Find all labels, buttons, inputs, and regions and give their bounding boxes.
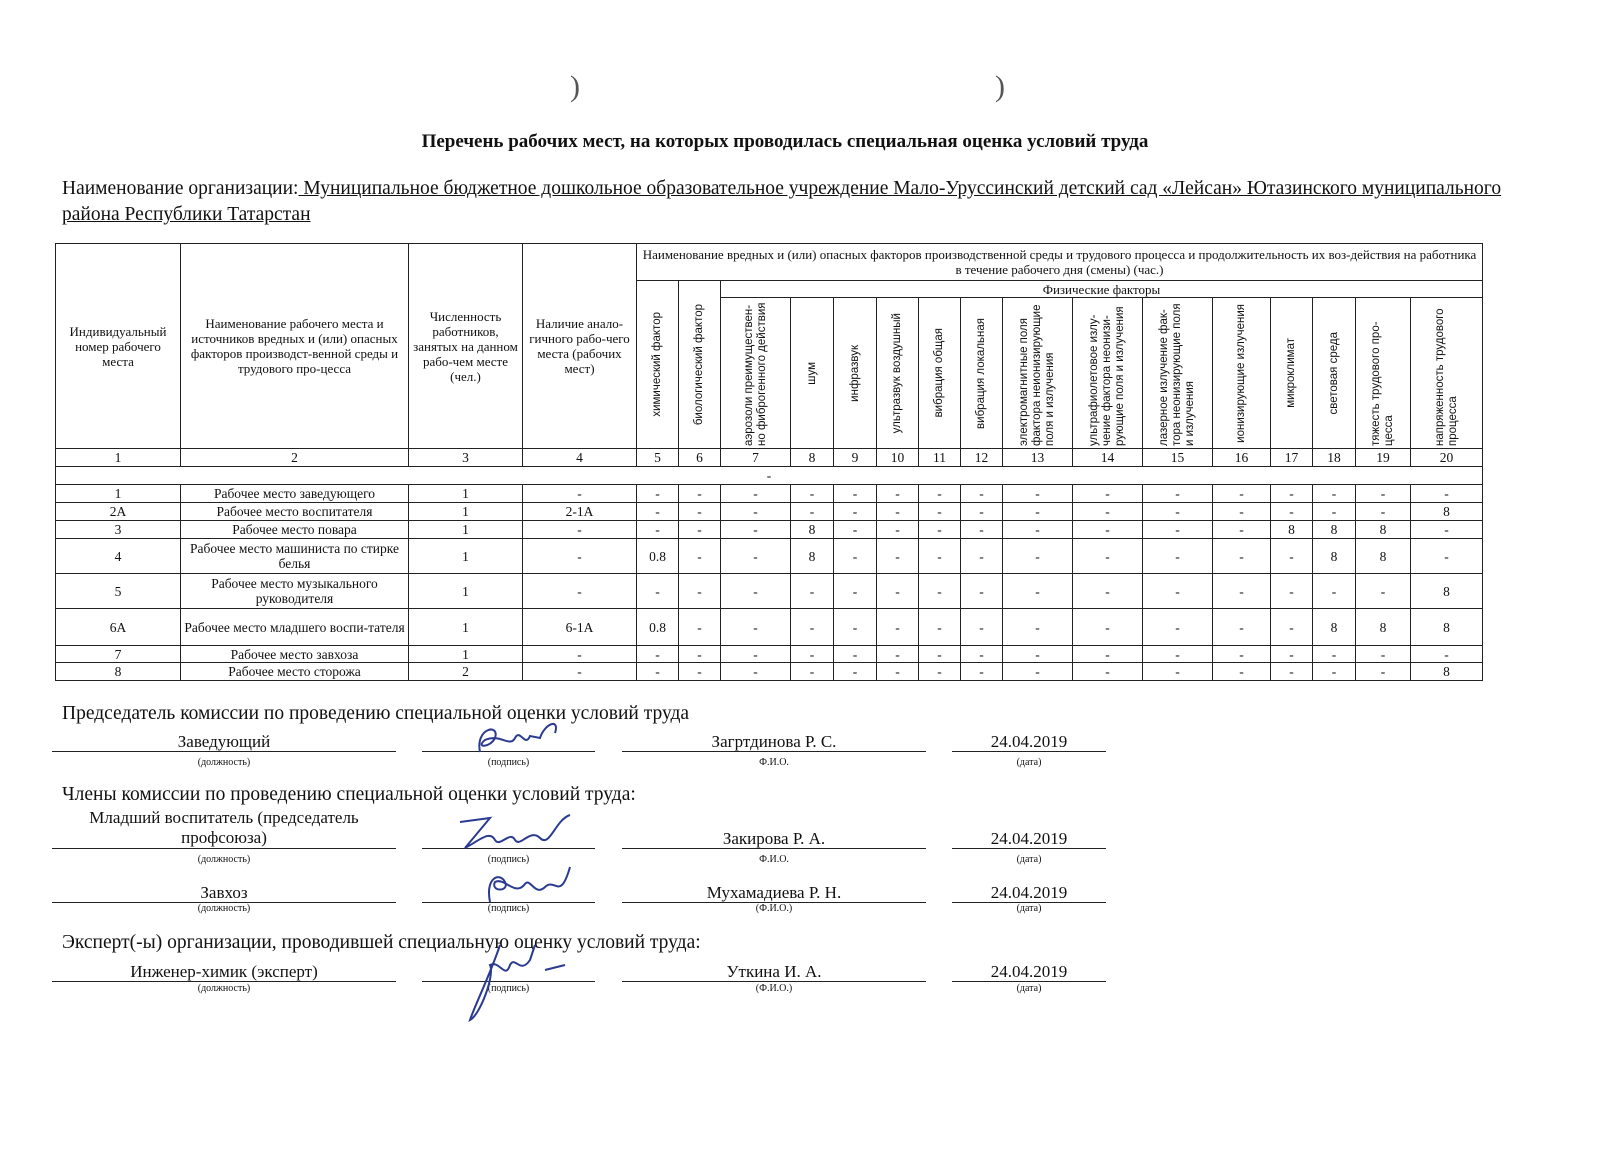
table-cell: - [1213, 521, 1271, 539]
table-cell: - [877, 503, 919, 521]
table-cell: - [679, 485, 721, 503]
table-cell: 0.8 [637, 609, 679, 646]
table-cell: 1 [409, 574, 523, 609]
table-cell: - [961, 539, 1003, 574]
workplace-name: Рабочее место заведующего [181, 485, 409, 503]
table-cell: - [523, 485, 637, 503]
table-cell: - [1356, 485, 1411, 503]
table-cell: 8 [791, 539, 834, 574]
header-factor [1003, 298, 1073, 449]
table-cell: - [721, 521, 791, 539]
table-cell: - [1213, 574, 1271, 609]
column-number: 3 [409, 449, 523, 467]
workplace-number: 4 [56, 539, 181, 574]
workplace-number: 2А [56, 503, 181, 521]
member-2-name: Мухамадиева Р. Н. [622, 884, 926, 903]
table-cell: 2-1А [523, 503, 637, 521]
table-cell: - [961, 503, 1003, 521]
table-cell: - [877, 574, 919, 609]
header-factor-label: световая среда [1327, 331, 1340, 415]
table-cell: - [1213, 539, 1271, 574]
table-row [56, 521, 1483, 539]
table-cell: - [637, 485, 679, 503]
table-cell: - [1143, 663, 1213, 681]
table-cell: - [1073, 539, 1143, 574]
table-row [56, 539, 1483, 574]
table-cell: - [961, 574, 1003, 609]
table-cell: - [1003, 663, 1073, 681]
header-factor [919, 298, 961, 449]
header-factor-label: ионизирующие излучения [1235, 303, 1247, 443]
table-cell: 8 [1411, 663, 1483, 681]
table-cell: - [1003, 485, 1073, 503]
caption-fio: Ф.И.О. [759, 854, 789, 865]
table-cell: - [721, 663, 791, 681]
table-cell: 1 [409, 485, 523, 503]
workplace-number: 6А [56, 609, 181, 646]
caption-signature: (подпись) [487, 903, 530, 914]
table-row [56, 663, 1483, 681]
chairman-heading: Председатель комиссии по проведению специальной оценки условий труда [62, 703, 690, 724]
table-cell: 1 [409, 521, 523, 539]
caption-signature: (подпись) [487, 854, 530, 865]
header-factor [834, 298, 877, 449]
table-cell: - [637, 663, 679, 681]
table-cell: - [834, 574, 877, 609]
table-cell: - [919, 539, 961, 574]
header-factor [721, 298, 791, 449]
header-factor [1143, 298, 1213, 449]
header-factor [1073, 298, 1143, 449]
table-cell: 8 [1356, 521, 1411, 539]
table-cell: - [877, 521, 919, 539]
table-cell: - [637, 574, 679, 609]
table-cell: - [679, 663, 721, 681]
table-cell: - [834, 521, 877, 539]
member-2-position: Завхоз [52, 884, 396, 903]
table-cell: 1 [409, 503, 523, 521]
caption-position: (должность) [197, 854, 251, 865]
table-cell: 8 [1313, 539, 1356, 574]
organization-label: Наименование организации: [62, 178, 299, 199]
section-row: - [56, 467, 1483, 485]
expert-position: Инженер-химик (эксперт) [52, 963, 396, 982]
expert-name: Уткина И. А. [622, 963, 926, 982]
column-number: 20 [1411, 449, 1483, 467]
table-cell: - [721, 503, 791, 521]
table-cell: 8 [1313, 521, 1356, 539]
member-1-signature [450, 810, 590, 855]
column-number: 18 [1313, 449, 1356, 467]
header-factor-label: электромагнитные поля фактора неионизирующие поля и излучения [1018, 304, 1056, 446]
caption-signature: (подпись) [487, 757, 530, 768]
column-number: 2 [181, 449, 409, 467]
table-cell: 8 [791, 521, 834, 539]
table-cell: - [679, 503, 721, 521]
table-cell: 8 [1271, 521, 1313, 539]
caption-date: (дата) [1016, 903, 1042, 914]
table-cell: - [523, 663, 637, 681]
table-cell: - [834, 646, 877, 663]
chairman-date: 24.04.2019 [952, 733, 1106, 752]
header-factor-label: вибрация общая [933, 328, 945, 418]
table-cell: - [791, 503, 834, 521]
table-cell: - [679, 521, 721, 539]
table-cell: - [1213, 485, 1271, 503]
table-cell: - [1411, 646, 1483, 663]
member-1-position: Младший воспитатель (председатель профсоюза) [52, 808, 396, 849]
header-factor [679, 281, 721, 449]
table-row [56, 503, 1483, 521]
header-factor [791, 298, 834, 449]
organization [62, 176, 1522, 228]
table-cell: - [1271, 485, 1313, 503]
workplace-number: 1 [56, 485, 181, 503]
table-cell: - [637, 646, 679, 663]
table-cell: - [1073, 609, 1143, 646]
table-cell: - [1313, 574, 1356, 609]
chairman-name: Загртдинова Р. С. [622, 733, 926, 752]
workplace-number: 7 [56, 646, 181, 663]
table-cell: - [1411, 539, 1483, 574]
header-analog-workplace: Наличие анало-гичного рабо-чего места (рабочих мест) [523, 244, 637, 449]
chairman-signature [470, 718, 570, 758]
table-cell: - [721, 646, 791, 663]
table-cell: - [961, 521, 1003, 539]
members-heading: Члены комиссии по проведению специальной оценки условий труда: [62, 784, 636, 805]
table-cell: - [1356, 503, 1411, 521]
table-cell: - [919, 646, 961, 663]
caption-date: (дата) [1016, 854, 1042, 865]
table-cell: - [1411, 485, 1483, 503]
column-number: 5 [637, 449, 679, 467]
table-cell: - [1313, 485, 1356, 503]
member-2-date: 24.04.2019 [952, 884, 1106, 903]
column-number: 12 [961, 449, 1003, 467]
expert-heading: Эксперт(-ы) организации, проводившей специальную оценку условий труда: [62, 932, 701, 953]
caption-date: (дата) [1016, 757, 1042, 768]
table-row [56, 485, 1483, 503]
column-number: 16 [1213, 449, 1271, 467]
workplace-number: 3 [56, 521, 181, 539]
table-cell: 8 [1356, 539, 1411, 574]
expert-signature [460, 935, 590, 1030]
table-cell: - [1213, 609, 1271, 646]
table-cell: - [1073, 646, 1143, 663]
header-factor-label: химический фактор [651, 312, 663, 417]
column-number: 4 [523, 449, 637, 467]
table-cell: - [919, 574, 961, 609]
table-cell: 1 [409, 646, 523, 663]
column-number: 13 [1003, 449, 1073, 467]
table-cell: - [791, 646, 834, 663]
scan-mark: ) [570, 70, 580, 103]
table-cell: - [1003, 521, 1073, 539]
caption-position: (должность) [197, 757, 251, 768]
table-cell: - [1003, 646, 1073, 663]
table-cell: 8 [1313, 609, 1356, 646]
table-cell: - [679, 609, 721, 646]
column-number: 15 [1143, 449, 1213, 467]
header-factor-label: вибрация локальная [975, 317, 987, 429]
table-cell: - [1073, 574, 1143, 609]
column-number: 9 [834, 449, 877, 467]
table-cell: - [1213, 646, 1271, 663]
table-cell: - [637, 521, 679, 539]
table-cell: - [1143, 609, 1213, 646]
chairman-position: Заведующий [52, 733, 396, 752]
caption-date: (дата) [1016, 983, 1042, 994]
table-cell: - [1356, 574, 1411, 609]
header-factor-label: тяжесть трудового про-цесса [1370, 321, 1395, 446]
table-cell: - [834, 609, 877, 646]
table-cell: 8 [1356, 609, 1411, 646]
header-factor-label: ультразвук воздушный [891, 312, 903, 434]
table-cell: - [721, 574, 791, 609]
table-cell: - [834, 503, 877, 521]
member-1-date: 24.04.2019 [952, 830, 1106, 849]
caption-fio: (Ф.И.О.) [755, 903, 793, 914]
table-cell: - [1411, 521, 1483, 539]
table-cell: - [1073, 663, 1143, 681]
workplace-name: Рабочее место завхоза [181, 646, 409, 663]
caption-signature: (подпись) [487, 983, 530, 994]
table-cell: - [1003, 539, 1073, 574]
member-1-name: Закирова Р. А. [622, 830, 926, 849]
header-factor-label: аэрозоли преимуществен-но фиброгенного действия [742, 302, 768, 446]
table-cell: - [1271, 646, 1313, 663]
table-cell: - [791, 485, 834, 503]
table-cell: - [1356, 663, 1411, 681]
column-number: 14 [1073, 449, 1143, 467]
header-factor-label: микроклимат [1285, 338, 1297, 408]
table-cell: - [523, 574, 637, 609]
table-cell: - [877, 663, 919, 681]
workplace-name: Рабочее место младшего воспи-тателя [181, 609, 409, 646]
table-cell: - [1003, 574, 1073, 609]
caption-position: (должность) [197, 983, 251, 994]
header-factor [1313, 298, 1356, 449]
caption-fio: Ф.И.О. [759, 757, 789, 768]
header-factor-label: биологический фактор [693, 303, 705, 426]
workplace-name: Рабочее место сторожа [181, 663, 409, 681]
table-row [56, 646, 1483, 663]
table-cell: - [679, 574, 721, 609]
table-cell: - [877, 539, 919, 574]
table-cell: - [1271, 663, 1313, 681]
table-cell: - [791, 663, 834, 681]
column-number: 6 [679, 449, 721, 467]
table-cell: 8 [1411, 574, 1483, 609]
header-factor-label: шум [805, 361, 818, 385]
column-number: 7 [721, 449, 791, 467]
table-cell: - [961, 646, 1003, 663]
caption-fio: (Ф.И.О.) [755, 983, 793, 994]
table-cell: - [637, 503, 679, 521]
table-cell: - [1143, 574, 1213, 609]
header-employee-count: Численность работников, занятых на данном рабо-чем месте (чел.) [409, 244, 523, 449]
header-factor-label: напряженность трудового процесса [1433, 308, 1459, 446]
table-cell: - [1271, 609, 1313, 646]
table-cell: - [834, 663, 877, 681]
column-number: 10 [877, 449, 919, 467]
table-cell: - [721, 539, 791, 574]
workplace-number: 5 [56, 574, 181, 609]
header-factor [961, 298, 1003, 449]
table-cell: - [961, 485, 1003, 503]
table-cell: - [523, 646, 637, 663]
table-cell: - [523, 521, 637, 539]
table-cell: - [721, 609, 791, 646]
workplace-name: Рабочее место воспитателя [181, 503, 409, 521]
table-cell: - [919, 609, 961, 646]
table-cell: 1 [409, 539, 523, 574]
table-cell: - [1073, 521, 1143, 539]
column-number: 19 [1356, 449, 1411, 467]
header-physical-factors: Физические факторы [721, 281, 1483, 298]
table-cell: - [919, 663, 961, 681]
table-cell: - [919, 485, 961, 503]
table-cell: - [1213, 663, 1271, 681]
header-factor [877, 298, 919, 449]
table-cell: - [721, 485, 791, 503]
table-cell: - [1313, 663, 1356, 681]
header-factor [1271, 298, 1313, 449]
table-cell: - [1213, 503, 1271, 521]
scan-mark: ) [995, 70, 1005, 103]
table-cell: - [1143, 485, 1213, 503]
table-cell: - [1271, 574, 1313, 609]
table-cell: - [1073, 485, 1143, 503]
header-factor-label: инфразвук [848, 344, 861, 402]
header-factor-label: лазерное излучение фак-тора неонизирующие поля и излучения [1158, 303, 1196, 446]
member-2-signature [475, 862, 585, 910]
table-cell: - [919, 521, 961, 539]
table-cell: - [679, 539, 721, 574]
table-cell: - [877, 646, 919, 663]
header-factor [637, 281, 679, 449]
table-cell: - [919, 503, 961, 521]
header-factor [1356, 298, 1411, 449]
table-cell: 8 [1411, 609, 1483, 646]
table-cell: - [1143, 646, 1213, 663]
table-cell: - [834, 485, 877, 503]
header-workplace-name: Наименование рабочего места и источников вредных и (или) опасных факторов производст-венной среды и трудового про-цесса [181, 244, 409, 449]
workplaces-table [55, 243, 1483, 681]
table-cell: - [961, 663, 1003, 681]
table-cell: - [1003, 503, 1073, 521]
caption-position: (должность) [197, 903, 251, 914]
table-row [56, 609, 1483, 646]
table-cell: 8 [1411, 503, 1483, 521]
table-cell: 1 [409, 609, 523, 646]
page-title: Перечень рабочих мест, на которых проводилась специальная оценка условий труда [421, 131, 1149, 152]
table-cell: - [1143, 539, 1213, 574]
table-row [56, 574, 1483, 609]
expert-date: 24.04.2019 [952, 963, 1106, 982]
header-factor-label: ультрафиолетовое излу-чение фактора неонизи-рующие поля и излучения [1088, 306, 1126, 446]
table-cell: - [961, 609, 1003, 646]
table-cell: - [877, 485, 919, 503]
table-cell: 6-1А [523, 609, 637, 646]
table-cell: - [1271, 539, 1313, 574]
table-cell: - [791, 609, 834, 646]
table-cell: - [1143, 503, 1213, 521]
header-factors-group: Наименование вредных и (или) опасных факторов производственной среды и трудового процесса и продолжительность их воз-действия на работника в течение рабочего дня (смены) (час.) [637, 244, 1483, 281]
column-number: 17 [1271, 449, 1313, 467]
header-factor [1411, 298, 1483, 449]
workplace-name: Рабочее место повара [181, 521, 409, 539]
table-cell: - [1073, 503, 1143, 521]
workplace-name: Рабочее место машиниста по стирке белья [181, 539, 409, 574]
table-cell: - [523, 539, 637, 574]
table-cell: - [1143, 521, 1213, 539]
table-cell: 2 [409, 663, 523, 681]
column-number: 1 [56, 449, 181, 467]
table-cell: - [1313, 503, 1356, 521]
table-cell: - [679, 646, 721, 663]
table-cell: - [791, 574, 834, 609]
table-cell: - [834, 539, 877, 574]
header-workplace-number: Индивидуальный номер рабочего места [56, 244, 181, 449]
column-number: 11 [919, 449, 961, 467]
workplace-name: Рабочее место музыкального руководителя [181, 574, 409, 609]
table-cell: - [1313, 646, 1356, 663]
organization-name: Муниципальное бюджетное дошкольное образовательное учреждение Мало-Уруссинский детский сад «Лейсан» Ютазинского муниципального района Республики Татарстан [62, 178, 1502, 225]
header-factor [1213, 298, 1271, 449]
workplace-number: 8 [56, 663, 181, 681]
table-cell: 0.8 [637, 539, 679, 574]
table-cell: - [1003, 609, 1073, 646]
table-cell: - [1356, 646, 1411, 663]
table-cell: - [877, 609, 919, 646]
column-number: 8 [791, 449, 834, 467]
table-cell: - [1271, 503, 1313, 521]
